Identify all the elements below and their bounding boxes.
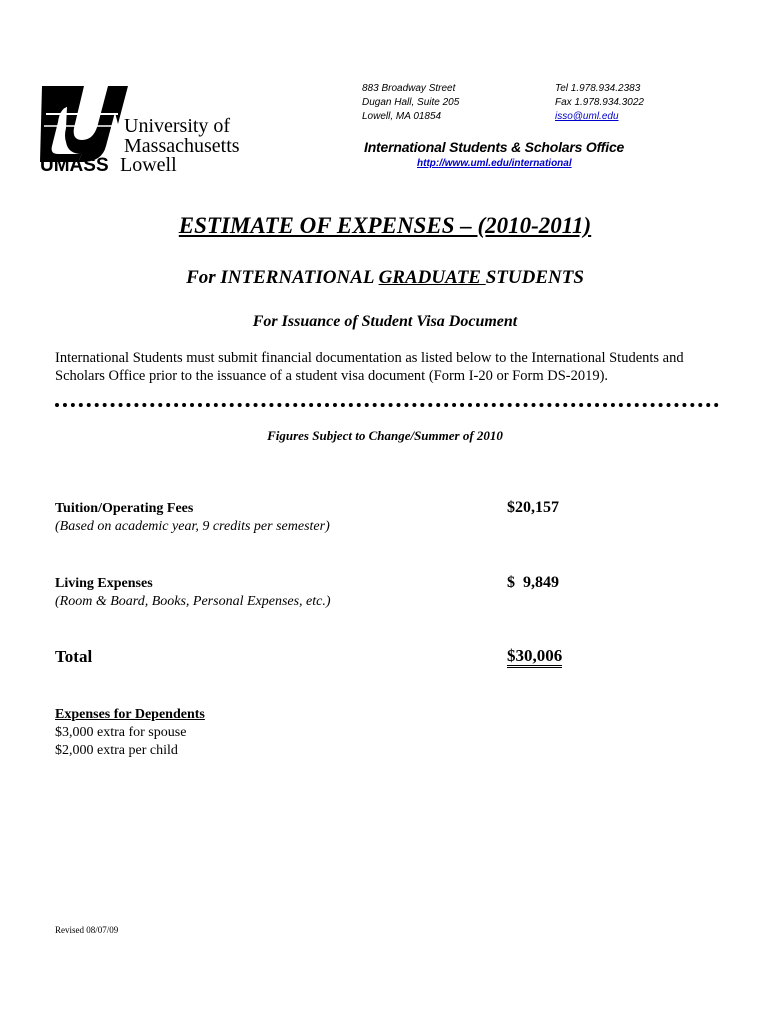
tuition-amount: $20,157 — [507, 499, 559, 516]
figures-note: Figures Subject to Change/Summer of 2010 — [267, 428, 503, 443]
living-expenses-amount: $ 9,849 — [507, 574, 559, 591]
total-amount: $30,006 — [507, 647, 562, 668]
email-link[interactable]: isso@uml.edu — [555, 111, 619, 122]
subtitle-emphasis: GRADUATE — [378, 267, 486, 288]
contact-phone-block — [555, 82, 644, 124]
tuition-label: Tuition/Operating Fees — [55, 501, 194, 516]
contact-address — [362, 82, 459, 124]
umass-emblem-icon — [38, 84, 253, 174]
fax-number: Fax 1.978.934.3022 — [555, 97, 644, 108]
office-name: International Students & Scholars Office — [364, 139, 625, 155]
tuition-note: (Based on academic year, 9 credits per semester) — [55, 519, 330, 534]
dotted-divider — [55, 403, 719, 407]
subtitle-prefix: For INTERNATIONAL — [186, 267, 379, 288]
address-building: Dugan Hall, Suite 205 — [362, 97, 460, 108]
address-city: Lowell, MA 01854 — [362, 111, 442, 122]
living-expenses-label: Living Expenses — [55, 576, 153, 591]
document-purpose: For Issuance of Student Visa Document — [252, 313, 518, 330]
dependents-heading: Expenses for Dependents — [55, 707, 205, 722]
logo-lowell-text: Lowell — [120, 154, 177, 174]
office-url-link[interactable]: http://www.uml.edu/international — [417, 158, 572, 169]
logo-umass-text: UMASS — [40, 155, 109, 174]
logo-massachusetts-text: Massachusetts — [124, 135, 240, 157]
revised-date: Revised 08/07/09 — [55, 925, 119, 935]
spouse-expense: $3,000 extra for spouse — [55, 725, 187, 740]
address-street: 883 Broadway Street — [362, 83, 456, 94]
subtitle-suffix: STUDENTS — [485, 267, 584, 288]
umass-lowell-logo — [38, 84, 253, 174]
child-expense: $2,000 extra per child — [55, 743, 178, 758]
total-label: Total — [55, 647, 93, 666]
phone-number: Tel 1.978.934.2383 — [555, 83, 641, 94]
logo-university-text: University of — [124, 115, 231, 137]
living-expenses-note: (Room & Board, Books, Personal Expenses, etc.) — [55, 594, 331, 609]
document-subtitle — [0, 267, 770, 289]
intro-paragraph: International Students must submit financial documentation as listed below to the International Students and Scholars Office prior to the issuance of a student visa document (Form I-20 or Form DS-2019). — [55, 350, 684, 384]
document-title: ESTIMATE OF EXPENSES – (2010-2011) — [178, 213, 592, 238]
